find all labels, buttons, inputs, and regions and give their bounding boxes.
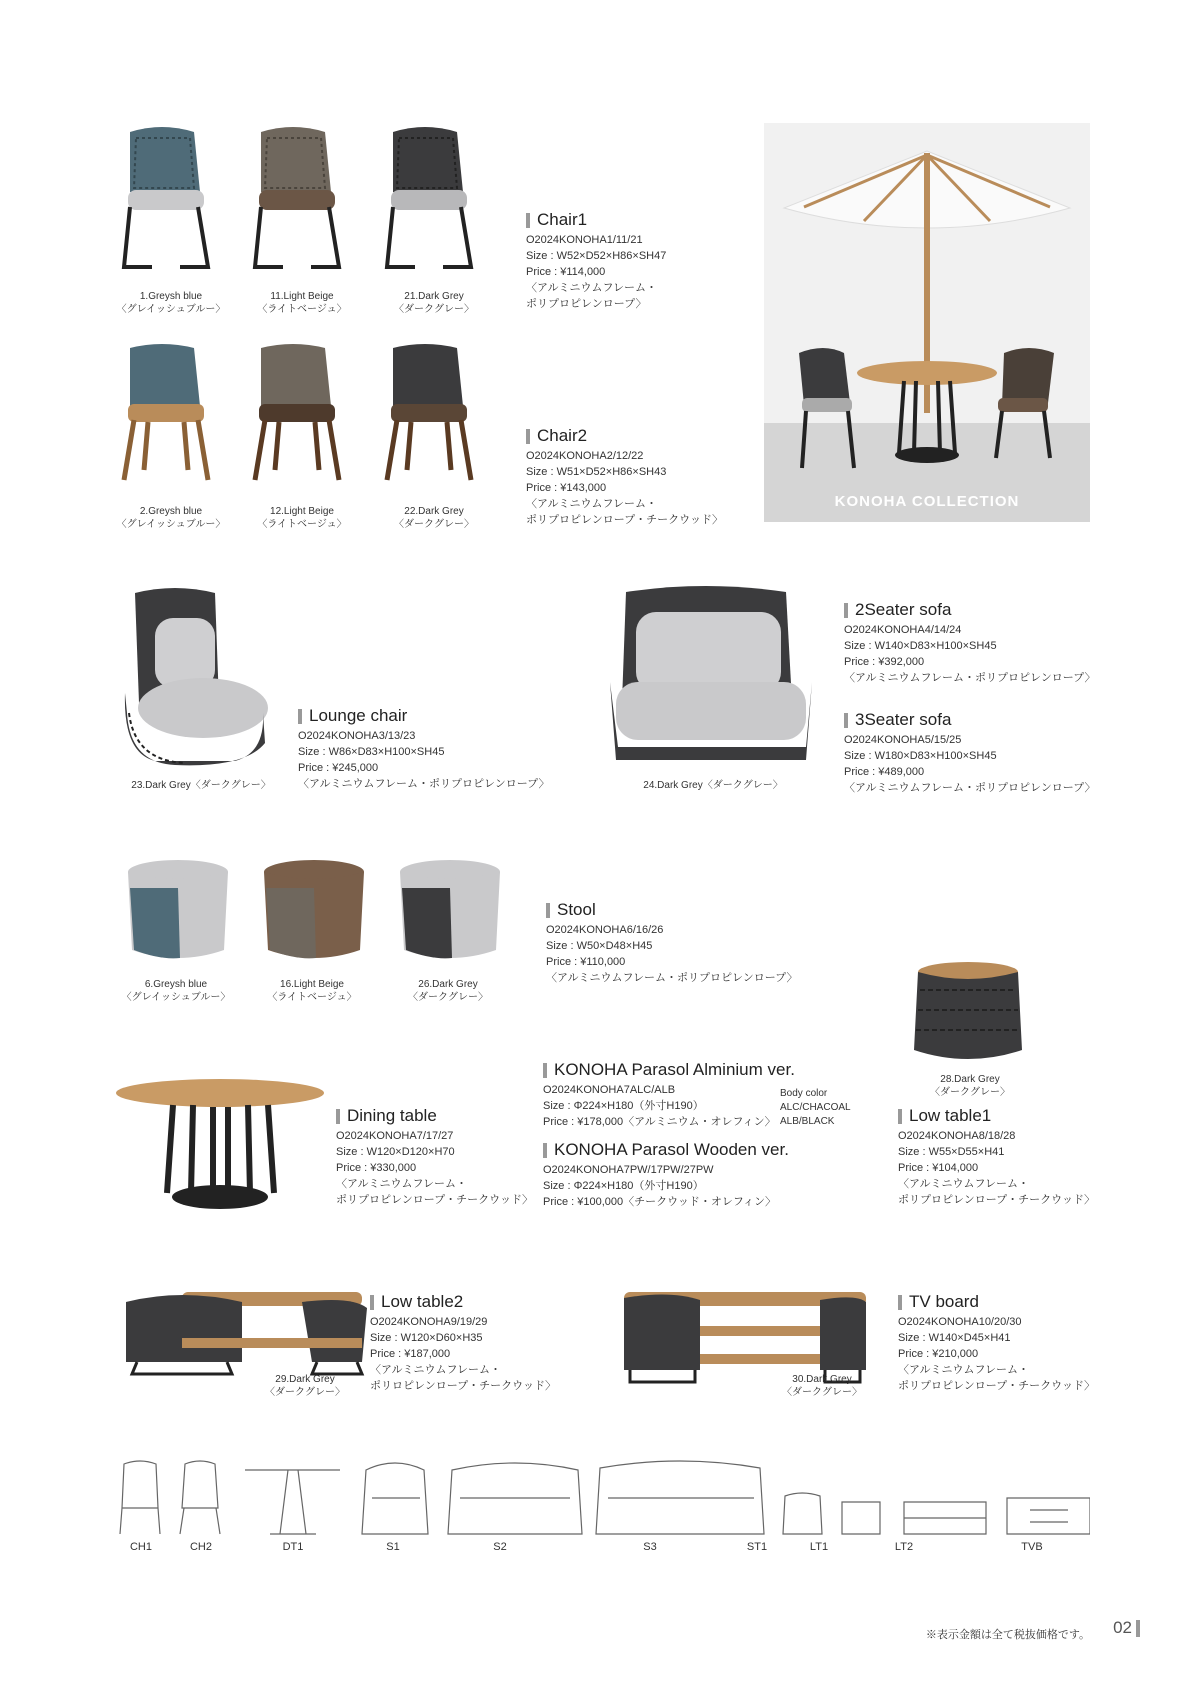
stool-greysh-blue-image (120, 858, 235, 968)
lounge-chair-info: Lounge chair O2024KONOHA3/13/23 Size : W86×D83×H100×SH45 Price : ¥245,000 〈アルミニウムフレーム・ポリプロピレンロープ〉 (298, 706, 550, 790)
low-table1-caption: 28.Dark Grey 〈ダークグレー〉 (930, 1074, 1010, 1098)
sofa-image (606, 582, 816, 772)
stool-caption-1: 6.Greysh blue 〈グレイッシュブルー〉 (121, 979, 231, 1003)
line-label-s3: S3 (643, 1541, 657, 1553)
line-drawing-lt2 (904, 1502, 986, 1534)
low-table1-title: Low table1 (909, 1106, 992, 1125)
line-drawing-ch1 (120, 1461, 160, 1534)
chair2-title: Chair2 (537, 426, 588, 445)
line-drawing-ch2 (180, 1461, 220, 1534)
low-table2-caption: 29.Dark Grey 〈ダークグレー〉 (265, 1374, 345, 1398)
chair1-caption-3: 21.Dark Grey 〈ダークグレー〉 (394, 291, 474, 315)
low-table2-title: Low table2 (381, 1292, 464, 1311)
lounge-chair-title: Lounge chair (309, 706, 408, 725)
chair1-light-beige-image (243, 122, 353, 282)
sofa3-info: 3Seater sofa O2024KONOHA5/15/25 Size : W180×D83×H100×SH45 Price : ¥489,000 〈アルミニウムフレーム・ポリプロピレンロープ〉 (844, 710, 1096, 794)
line-drawing-dt1 (245, 1470, 340, 1534)
parasol-body-color: Body color ALC/CHACOAL ALB/BLACK (780, 1088, 851, 1127)
chair1-dark-grey-image (375, 122, 485, 282)
low-table2-info: Low table2 O2024KONOHA9/19/29 Size : W120×D60×H35 Price : ¥187,000 〈アルミニウムフレーム・ ポリロピレンロープ・チークウッド〉 (370, 1292, 556, 1392)
line-drawing-s2 (448, 1463, 582, 1534)
chair1-caption-2: 11.Light Beige 〈ライトベージュ〉 (257, 291, 347, 315)
stool-caption-3: 26.Dark Grey 〈ダークグレー〉 (408, 979, 488, 1003)
dining-table-info: Dining table O2024KONOHA7/17/27 Size : W120×D120×H70 Price : ¥330,000 〈アルミニウムフレーム・ ポリプロピレンロープ・チークウッド〉 (336, 1106, 533, 1206)
stool-dark-grey-image (392, 858, 507, 968)
stool-info: Stool O2024KONOHA6/16/26 Size : W50×D48×H45 Price : ¥110,000 〈アルミニウムフレーム・ポリプロピレンロープ〉 (546, 900, 798, 984)
line-drawing-st1 (783, 1493, 822, 1534)
line-drawing-s1 (362, 1463, 428, 1534)
parasol-alminium-title: KONOHA Parasol Alminium ver. (554, 1060, 795, 1079)
photo-caption: KONOHA COLLECTION (834, 493, 1020, 510)
parasol-alminium-info: KONOHA Parasol Alminium ver. O2024KONOHA7ALC/ALB Size : Φ224×H180（外寸H190） Price : ¥178,000〈アルミニウム・オレフィン〉 (543, 1060, 795, 1128)
chair1-greysh-blue-image (112, 122, 222, 282)
line-label-s2: S2 (493, 1541, 507, 1553)
chair2-caption-1: 2.Greysh blue 〈グレイッシュブルー〉 (116, 506, 226, 530)
chair1-title: Chair1 (537, 210, 588, 229)
line-label-ch1: CH1 (129, 1541, 152, 1553)
dining-table-image (113, 1075, 328, 1215)
stool-caption-2: 16.Light Beige 〈ライトベージュ〉 (267, 979, 357, 1003)
chair2-light-beige-image (243, 340, 353, 490)
line-label-tvb: TVB (1021, 1541, 1043, 1553)
dining-table-title: Dining table (347, 1106, 437, 1125)
chair2-dark-grey-image (375, 340, 485, 490)
line-drawings (110, 1458, 1090, 1538)
line-label-st1: ST1 (746, 1541, 768, 1553)
chair2-info: Chair2 O2024KONOHA2/12/22 Size : W51×D52×H86×SH43 Price : ¥143,000 〈アルミニウムフレーム・ ポリプロピレンロープ・チークウッド〉 (526, 426, 723, 526)
stool-title: Stool (557, 900, 596, 919)
low-table1-info: Low table1 O2024KONOHA8/18/28 Size : W55×D55×H41 Price : ¥104,000 〈アルミニウムフレーム・ ポリプロピレンロープ・チークウッド〉 (898, 1106, 1095, 1206)
line-drawing-tvb (1007, 1498, 1090, 1534)
chair2-greysh-blue-image (112, 340, 222, 490)
lounge-chair-image (115, 583, 275, 773)
chair2-caption-3: 22.Dark Grey 〈ダークグレー〉 (394, 506, 474, 530)
tax-note: ※表示金額は全て税抜価格です。 (925, 1628, 1090, 1641)
sofa2-title: 2Seater sofa (855, 600, 952, 619)
parasol-wooden-info: KONOHA Parasol Wooden ver. O2024KONOHA7PW/17PW/27PW Size : Φ224×H180（外寸H190） Price : ¥100,000〈チークウッド・オレフィン〉 (543, 1140, 789, 1208)
page-number: 02 (1113, 1618, 1140, 1638)
parasol-scene-illustration (764, 123, 1090, 522)
sofa3-title: 3Seater sofa (855, 710, 952, 729)
sofa2-info: 2Seater sofa O2024KONOHA4/14/24 Size : W140×D83×H100×SH45 Price : ¥392,000 〈アルミニウムフレーム・ポリプロピレンロープ〉 (844, 600, 1096, 684)
tv-board-info: TV board O2024KONOHA10/20/30 Size : W140×D45×H41 Price : ¥210,000 〈アルミニウムフレーム・ ポリプロピレンロープ・チークウッド〉 (898, 1292, 1095, 1392)
tv-board-title: TV board (909, 1292, 979, 1311)
line-drawing-lt1 (842, 1502, 880, 1534)
chair1-info: Chair1 O2024KONOHA1/11/21 Size : W52×D52×H86×SH47 Price : ¥114,000 〈アルミニウムフレーム・ ポリプロピレンロープ〉 (526, 210, 667, 310)
parasol-wooden-title: KONOHA Parasol Wooden ver. (554, 1140, 789, 1159)
sofa-caption: 24.Dark Grey〈ダークグレー〉 (643, 780, 783, 791)
lounge-chair-caption: 23.Dark Grey〈ダークグレー〉 (131, 780, 271, 791)
line-drawing-s3 (596, 1461, 764, 1534)
line-label-s1: S1 (386, 1541, 400, 1553)
line-label-ch2: CH2 (189, 1541, 212, 1553)
stool-light-beige-image (256, 858, 371, 968)
tv-board-caption: 30.Dark Grey 〈ダークグレー〉 (782, 1374, 862, 1398)
low-table1-image (908, 960, 1028, 1070)
line-label-dt1: DT1 (282, 1541, 304, 1553)
line-label-lt2: LT2 (894, 1541, 914, 1553)
konoha-collection-photo (764, 123, 1090, 522)
chair2-caption-2: 12.Light Beige 〈ライトベージュ〉 (257, 506, 347, 530)
chair1-caption-1: 1.Greysh blue 〈グレイッシュブルー〉 (116, 291, 226, 315)
line-label-lt1: LT1 (809, 1541, 829, 1553)
